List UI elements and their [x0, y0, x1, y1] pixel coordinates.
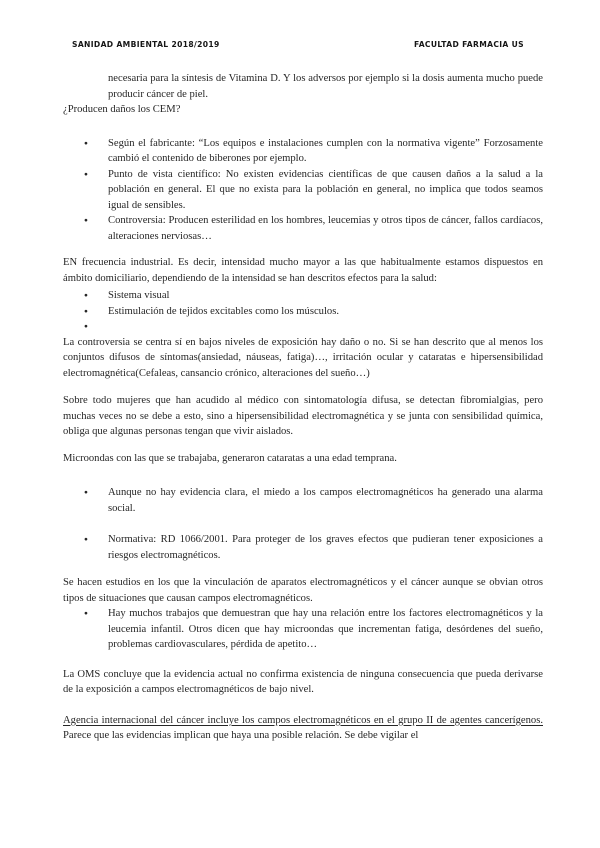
list-item: [63, 288, 543, 304]
cem-bullet-list: [63, 136, 543, 245]
list-item: [63, 606, 543, 653]
question-heading: ¿Producen daños los CEM?: [63, 104, 181, 115]
list-item: [63, 304, 543, 320]
continuation-paragraph: necesaria para la síntesis de Vitamina D. Y los adversos por ejemplo si la dosis aumenta mucho puede producir cáncer de piel.: [108, 73, 543, 100]
page-header: [63, 40, 543, 51]
document-body: [63, 71, 543, 744]
iarc-underlined-text: Agencia internacional del cáncer incluye los campos electromagnéticos en el grupo II de agentes cancerígenos.: [63, 714, 543, 726]
header-faculty-title: FACULTAD FARMACIA US: [414, 39, 524, 50]
fibromyalgia-paragraph: Sobre todo mujeres que han acudido al médico con sintomatología difusa, se detectan fibromialgias, pero muchas veces no se debe a esto, sino a hipersensibilidad electromagnética y se junta con sensibilidad química, obliga que algunas personas tengan que vivir aislados.: [63, 395, 543, 437]
microwaves-paragraph: Microondas con las que se trabajaba, generaron cataratas a una edad temprana.: [63, 452, 397, 464]
list-item-text: Punto de vista científico: No existen evidencias científicas de que causen daños a la salud a la población en general. El que no exista para la población en general, no implica que todos seamos igual de sensibles.: [108, 168, 543, 211]
list-item-text: Aunque no hay evidencia clara, el miedo a los campos electromagnéticos ha generado una alarma social.: [108, 487, 543, 514]
list-item-text: Sistema visual: [108, 290, 170, 301]
list-item: [63, 167, 543, 214]
list-item: [63, 213, 543, 244]
studies-paragraph: Se hacen estudios en los que la vinculación de aparatos electromagnéticos y el cáncer aunque se obvian otros tipos de situaciones que causan campos electromagnéticos.: [63, 577, 543, 604]
list-item-text: Según el fabricante: “Los equipos e instalaciones cumplen con la normativa vigente” Forzosamente cambió el contenido de biberones por ejemplo.: [108, 137, 543, 164]
list-item-text: Estimulación de tejidos excitables como los músculos.: [108, 305, 339, 317]
list-item: [63, 136, 543, 167]
health-effects-bullet-list: [63, 288, 543, 335]
list-item-text: Controversia: Producen esterilidad en los hombres, leucemias y otros tipos de cáncer, fallos cardíacos, alteraciones nerviosas…: [108, 215, 543, 242]
list-item-text: Normativa: RD 1066/2001. Para proteger de los graves efectos que pudieran tener exposiciones a riesgos electromagnéticos.: [108, 534, 543, 561]
list-item: [63, 485, 543, 516]
controversy-paragraph: La controversia se centra sí en bajos niveles de exposición hay daño o no. Si se han descrito que al menos los conjuntos difusos de síntomas(ansiedad, náuseas, fatiga)…, irritación ocular y cataratas e hipersensibilidad electromagnética(Cefaleas, cansancio crónico, alteraciones del sueño…): [63, 336, 543, 379]
list-item-empty: [63, 319, 543, 335]
header-course-title: SANIDAD AMBIENTAL 2018/2019: [72, 39, 220, 50]
iarc-rest-text: Parece que las evidencias implican que haya una posible relación. Se debe vigilar el: [63, 730, 419, 741]
studies-bullet-list: [63, 606, 543, 653]
social-alarm-bullet-list: [63, 485, 543, 563]
iarc-paragraph: [63, 713, 543, 744]
industrial-frequency-paragraph: EN frecuencia industrial. Es decir, intensidad mucho mayor a las que habitualmente estamos dispuestos en ámbito domiciliario, dependiendo de la intensidad se han descritos efectos para la salud:: [63, 257, 543, 284]
list-item: [63, 532, 543, 563]
list-item-text: Hay muchos trabajos que demuestran que hay una relación entre los factores electromagnéticos y la leucemia infantil. Otros dicen que hay microondas que incrementan fatiga, desórdenes del sueño, problemas cardiovasculares, pérdida de apetito…: [108, 608, 543, 650]
who-conclusion-paragraph: La OMS concluye que la evidencia actual no confirma existencia de ninguna consecuencia que pueda derivarse de la exposición a campos electromagnéticos de bajo nivel.: [63, 668, 543, 695]
